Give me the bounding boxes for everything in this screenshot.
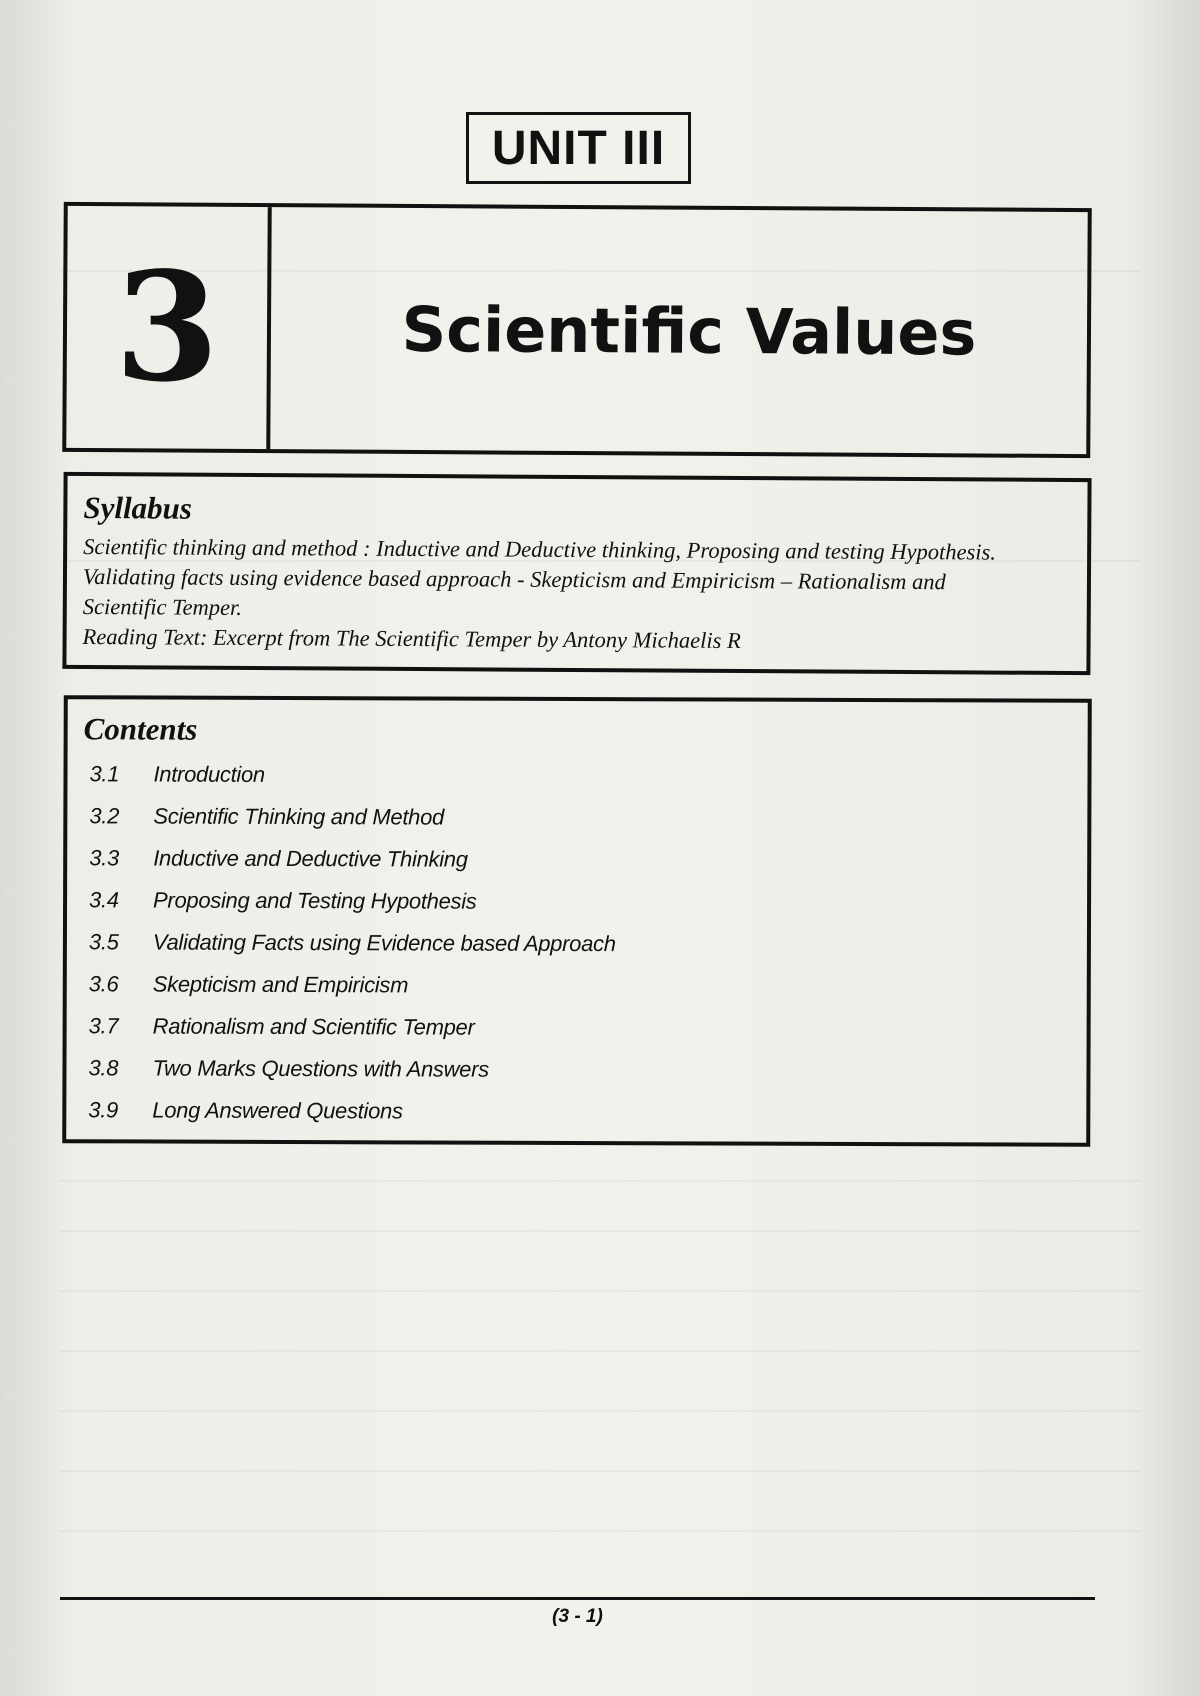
syllabus-section <box>62 472 1091 675</box>
chapter-title: Scientific Values <box>401 292 977 369</box>
contents-item <box>83 879 1073 924</box>
unit-label: UNIT III <box>466 112 691 184</box>
contents-item-number: 3.3 <box>89 845 119 871</box>
footer-divider <box>60 1597 1095 1600</box>
bleed-through-line <box>60 1350 1140 1352</box>
contents-list <box>82 753 1073 1134</box>
contents-item-label: Proposing and Testing Hypothesis <box>153 887 477 914</box>
bleed-through-line <box>60 1530 1140 1532</box>
syllabus-line: Validating facts using evidence based approach - Skepticism and Empiricism – Rationalism and <box>82 563 946 595</box>
contents-item-number: 3.9 <box>88 1097 119 1123</box>
page-number: (3 - 1) <box>552 1606 603 1627</box>
contents-item <box>83 1005 1073 1050</box>
contents-item-label: Long Answered Questions <box>152 1097 403 1124</box>
contents-item-number: 3.1 <box>89 761 120 787</box>
contents-item-label: Validating Facts using Evidence based Approach <box>152 929 616 957</box>
contents-item-label: Introduction <box>153 761 265 787</box>
contents-item <box>83 837 1073 882</box>
bleed-through-line <box>60 1180 1140 1182</box>
contents-section <box>62 695 1092 1147</box>
syllabus-heading: Syllabus <box>83 489 193 526</box>
contents-item <box>82 1047 1072 1092</box>
contents-item-number: 3.8 <box>88 1055 119 1081</box>
bleed-through-line <box>60 1410 1140 1412</box>
chapter-header <box>62 202 1092 458</box>
contents-item-number: 3.5 <box>88 929 119 955</box>
bleed-through-line <box>60 1230 1140 1232</box>
contents-item <box>82 1089 1072 1134</box>
contents-item <box>83 795 1073 840</box>
contents-heading: Contents <box>83 711 198 747</box>
contents-item-number: 3.6 <box>88 971 119 997</box>
contents-item <box>83 963 1073 1008</box>
contents-item-label: Rationalism and Scientific Temper <box>152 1013 475 1040</box>
chapter-number: 3 <box>66 206 271 449</box>
bleed-through-line <box>60 1290 1140 1292</box>
contents-item-label: Two Marks Questions with Answers <box>152 1055 489 1082</box>
contents-item <box>83 921 1073 966</box>
bleed-through-line <box>60 1470 1140 1472</box>
syllabus-line: Scientific Temper. <box>82 593 243 620</box>
contents-item <box>83 753 1073 798</box>
contents-item-label: Inductive and Deductive Thinking <box>153 845 468 872</box>
contents-item-number: 3.7 <box>88 1013 119 1039</box>
syllabus-reading-text: Reading Text: Excerpt from The Scientific Temper by Antony Michaelis R <box>82 623 741 654</box>
contents-item-number: 3.4 <box>89 887 119 913</box>
contents-item-number: 3.2 <box>89 803 120 829</box>
contents-item-label: Skepticism and Empiricism <box>152 971 409 998</box>
contents-item-label: Scientific Thinking and Method <box>153 803 445 830</box>
syllabus-line: Scientific thinking and method : Inductive and Deductive thinking, Proposing and testing Hypothesis. <box>83 533 996 565</box>
